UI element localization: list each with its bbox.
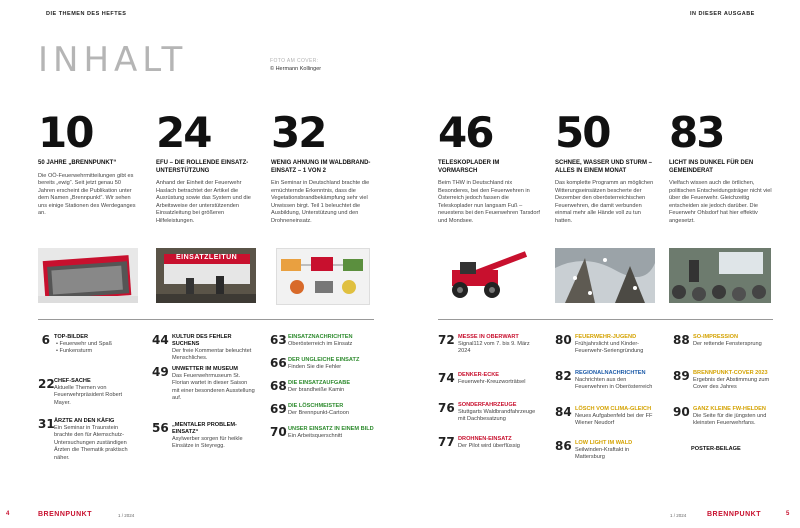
feature-photo-council <box>669 248 771 303</box>
toc-entry[interactable] <box>152 366 256 422</box>
feature-83[interactable] <box>669 108 773 226</box>
toc-title: MESSE IN OBERWART <box>458 334 519 340</box>
toc-entry[interactable] <box>152 334 256 366</box>
toc-entry[interactable] <box>270 334 374 357</box>
feature-text: Ein Seminar in Deutschland brachte die ernüchternde Erkenntnis, dass die Vegetationsbrandbekämpfung sehr viel Unwissen birgt. Teil 1 beleuchtet die Ausbildung, Unterstützung und den Drohneneinsatz. <box>271 180 370 224</box>
toc-entry[interactable] <box>673 406 775 446</box>
feature-title: 50 JAHRE „BRENNPUNKT“ <box>38 160 117 166</box>
toc-text: Feuerwehr-Kreuzworträtsel <box>458 379 526 385</box>
divider-left <box>38 319 374 320</box>
toc-text: Stuttgarts Waldbrandfahrzeuge mit Dachbesatzung <box>458 409 536 423</box>
toc-entry[interactable] <box>270 403 374 426</box>
toc-page-number: 74 <box>438 371 455 385</box>
toc-page-number: 70 <box>270 425 287 439</box>
page-number-left: 4 <box>6 511 10 517</box>
toc-page-number: 72 <box>438 333 455 347</box>
cover-credit: © Hermann Kollinger <box>270 66 322 72</box>
feature-46[interactable] <box>438 108 540 226</box>
feature-24[interactable] <box>156 108 256 226</box>
toc-page-number: 49 <box>152 365 169 379</box>
toc-page-number: 82 <box>555 369 572 383</box>
feature-title: EFU – DIE ROLLENDE EINSATZ-UNTERSTÜTZUNG <box>156 160 249 174</box>
brennpunkt-logo-right: BRENNPUNKT <box>707 511 761 518</box>
toc-text: Ein Seminar in Traunstein brachte den für Atemschutz-Untersuchungen zuständigen Ärzten die Thematik praktisch näher. <box>54 425 128 461</box>
toc-entry[interactable] <box>555 440 659 470</box>
toc-page-number: 76 <box>438 401 455 415</box>
toc-title: DIE LÖSCHMEISTER <box>288 403 344 409</box>
toc-text: Signal112 vom 7. bis 9. März 2024 <box>458 341 530 355</box>
toc-column-1 <box>38 334 138 478</box>
toc-page-number: 84 <box>555 405 572 419</box>
toc-page-number: 90 <box>673 405 690 419</box>
toc-entry[interactable] <box>270 357 374 380</box>
toc-text: Der brandheiße Kamin <box>288 387 345 393</box>
poster-supplement[interactable]: POSTER-BEILAGE <box>691 446 741 452</box>
divider-right <box>438 319 773 320</box>
feature-title: LICHT INS DUNKEL FÜR DEN GEMEINDERAT <box>669 160 754 174</box>
feature-title: SCHNEE, WASSER UND STURM – ALLES IN EINEM MONAT <box>555 160 653 174</box>
toc-text: Aktuelle Themen von Feuerwehrpräsident Robert Mayer. <box>54 385 123 406</box>
toc-text: Der Brennpunkt-Cartoon <box>288 410 349 416</box>
feature-page-number: 83 <box>669 108 724 157</box>
toc-text: Das Feuerwehrmuseum St. Florian wartet in dieser Saison mit einer besonderen Ausstellung auf. <box>172 373 255 402</box>
toc-entry[interactable] <box>555 370 659 406</box>
toc-text: Die Seite für die jüngsten und kleinsten Feuerwehrfans. <box>693 413 767 427</box>
cover-caption: FOTO AM COVER: <box>270 58 319 64</box>
toc-entry[interactable] <box>270 380 374 403</box>
toc-title: REGIONALNACHRICHTEN <box>575 370 646 376</box>
toc-column-2 <box>152 334 256 462</box>
toc-page-number: 31 <box>38 417 55 431</box>
feature-photo-efu-vehicle <box>156 248 256 303</box>
toc-title: DROHNEN-EINSATZ <box>458 436 512 442</box>
toc-title: ÄRZTE AN DEN KÄFIG <box>54 418 115 424</box>
toc-page-number: 44 <box>152 333 169 347</box>
toc-text: Seilwinden-Kraftakt in Mattersburg <box>575 447 630 461</box>
feature-text: Anhand der Einheit der Feuerwehr Haslach betrachtet der Artikel die Ausrüstung sowie das System und die Arbeitsweise der unterstützenden Einsatzleitung bei größeren Hilfeleistungen. <box>156 180 251 224</box>
feature-text: Beim THW in Deutschland nix Besonderes, bei den Feuerwehren in Österreich jedoch fassen die Teleskoplader nun langsam Fuß – neuestens bei den Feuerwehren Tarsdorf und Mondsee. <box>438 180 540 224</box>
feature-photo-telehandler <box>438 248 538 303</box>
toc-page-number: 6 <box>41 333 50 347</box>
toc-page-number: 66 <box>270 356 287 370</box>
page-title: INHALT <box>38 40 188 80</box>
toc-page-number: 77 <box>438 435 455 449</box>
toc-entry[interactable] <box>38 418 138 478</box>
toc-entry[interactable] <box>673 370 775 406</box>
magazine-stack-image <box>38 248 138 303</box>
toc-title: KULTUR DES FEHLER SUCHENS <box>172 334 232 347</box>
feature-text: Vielfach wissen auch die örtlichen, politischen Entscheidungsträger nicht viel über die Feuerwehr. Gleichzeitig entscheiden sie jedoch darüber. Die Feuerwehr Ohlsdorf hat hier effektiv angesetzt. <box>669 180 772 224</box>
telehandler-image <box>438 248 538 303</box>
feature-page-number: 10 <box>38 108 93 157</box>
toc-text: Ein Arbeitsquerschnitt <box>288 433 343 439</box>
toc-text: Frühjahrslicht und Kinder-Feuerwehr-Seriengründung <box>575 341 644 355</box>
feature-title: TELESKOPLADER IM VORMARSCH <box>438 160 500 174</box>
toc-entry[interactable] <box>673 334 775 370</box>
feature-text: Die OÖ-Feuerwehrmitteilungen gibt es bereits „ewig“. Seit jetzt genau 50 Jahren erscheint die Publikation unter dem Namen „Brennpunkt“. Wir sehen uns einige Stationen des Werdeganges an. <box>38 172 136 217</box>
toc-text: Der Pilot wird überflüssig <box>458 443 520 449</box>
toc-page-number: 22 <box>38 377 55 391</box>
toc-entry[interactable] <box>38 378 138 418</box>
feature-page-number: 24 <box>156 108 211 157</box>
bullet-icon: • <box>56 341 58 347</box>
toc-title: EINSATZNACHRICHTEN <box>288 334 353 340</box>
toc-title: LOW LIGHT IM WALD <box>575 440 633 446</box>
issue-label-right: 1 / 2024 <box>670 513 687 518</box>
feature-photo-snow-storm <box>555 248 655 303</box>
toc-page-number: 80 <box>555 333 572 347</box>
section-label-left: DIE THEMEN DES HEFTES <box>46 11 127 17</box>
wildfire-diagram-image <box>277 249 369 304</box>
toc-entry[interactable] <box>152 422 256 462</box>
toc-page-number: 68 <box>270 379 287 393</box>
toc-title: UNSER EINSATZ IN EINEM BILD <box>288 426 374 432</box>
toc-column-6 <box>673 334 775 453</box>
toc-title: CHEF-SACHE <box>54 378 91 384</box>
toc-column-4 <box>438 334 542 460</box>
toc-title: TOP-BILDER <box>54 334 89 340</box>
toc-text: Asylwerber sorgen für heikle Einsätze in Steyregg. <box>172 436 243 450</box>
toc-title: BRENNPUNKT-COVER 2023 <box>693 370 768 376</box>
snow-storm-image <box>555 248 655 303</box>
page-number-right: 5 <box>786 511 790 517</box>
feature-32[interactable] <box>271 108 373 226</box>
brennpunkt-logo: BRENNPUNKT <box>38 511 92 518</box>
toc-page-number: 69 <box>270 402 287 416</box>
toc-text: Der freie Kommentar beleuchtet Menschliches. <box>172 348 252 362</box>
bullet-icon: • <box>56 348 58 355</box>
feature-page-number: 32 <box>271 108 326 157</box>
toc-bullet-list <box>54 341 138 356</box>
feature-text: Das komplette Programm an möglichen Witterungseinsätzen bescherte der Dezember den oberösterreichischen Feuerwehren, die damit verbunden einmal mehr alle Hände voll zu tun hatten. <box>555 180 654 224</box>
toc-entry[interactable] <box>555 334 659 370</box>
toc-title: SONDERFAHRZEUGE <box>458 402 517 408</box>
toc-page-number: 86 <box>555 439 572 453</box>
toc-page-number: 88 <box>673 333 690 347</box>
feature-10[interactable] <box>38 108 138 218</box>
toc-page-number: 63 <box>270 333 287 347</box>
section-label-right: IN DIESER AUSGABE <box>690 11 755 17</box>
toc-entry[interactable] <box>555 406 659 440</box>
toc-title: „MENTALER PROBLEM-EINSATZ“ <box>172 422 237 435</box>
toc-title: DIE EINSATZAUFGABE <box>288 380 351 386</box>
toc-title: DER UNGLEICHE EINSATZ <box>288 357 360 363</box>
toc-title: DENKER-ECKE <box>458 372 500 378</box>
toc-text: Ergebnis der Abstimmung zum Cover des Jahres <box>693 377 770 391</box>
list-item: • Feuerwehr und Spaß <box>56 341 113 347</box>
feature-photo-magazines <box>38 248 138 303</box>
toc-title: SO-IMPRESSION <box>693 334 739 340</box>
toc-title: GANZ KLEINE FW-HELDEN <box>693 406 766 412</box>
feature-page-number: 50 <box>555 108 610 157</box>
toc-title: FEUERWEHR-JUGEND <box>575 334 637 340</box>
feature-diagram-wildfire <box>276 248 370 305</box>
feature-title: WENIG AHNUNG IM WALDBRAND-EINSATZ – 1 VON 2 <box>271 160 371 174</box>
council-meeting-image <box>669 248 771 303</box>
toc-entry[interactable] <box>438 402 542 436</box>
toc-column-3 <box>270 334 374 449</box>
toc-page-number: 89 <box>673 369 690 383</box>
toc-text: Finden Sie die Fehler <box>288 364 342 370</box>
list-item: • Funkensturm <box>56 348 93 355</box>
feature-page-number: 46 <box>438 108 493 157</box>
toc-entry[interactable] <box>38 334 138 378</box>
toc-text: Oberösterreich im Einsatz <box>288 341 353 347</box>
toc-text: Neues Aufgabenfeld bei der FF Wiener Neudorf <box>575 413 653 427</box>
toc-entry[interactable] <box>438 372 542 402</box>
feature-50[interactable] <box>555 108 657 226</box>
toc-text: Nachrichten aus den Feuerwehren in Oberösterreich <box>575 377 653 391</box>
photo-sign-text: EINSATZLEITUN <box>176 254 238 261</box>
issue-label-left: 1 / 2024 <box>118 513 135 518</box>
toc-entry[interactable] <box>270 426 374 449</box>
toc-text: Der rettende Fenstersprung <box>693 341 762 347</box>
toc-entry[interactable] <box>438 334 542 372</box>
toc-entry[interactable] <box>438 436 542 460</box>
toc-page-number: 56 <box>152 421 169 435</box>
toc-title: LÖSCH VOM CLIMA-GLEICH <box>575 406 652 412</box>
toc-title: UNWETTER IM MUSEUM <box>172 366 238 372</box>
toc-column-5 <box>555 334 659 470</box>
